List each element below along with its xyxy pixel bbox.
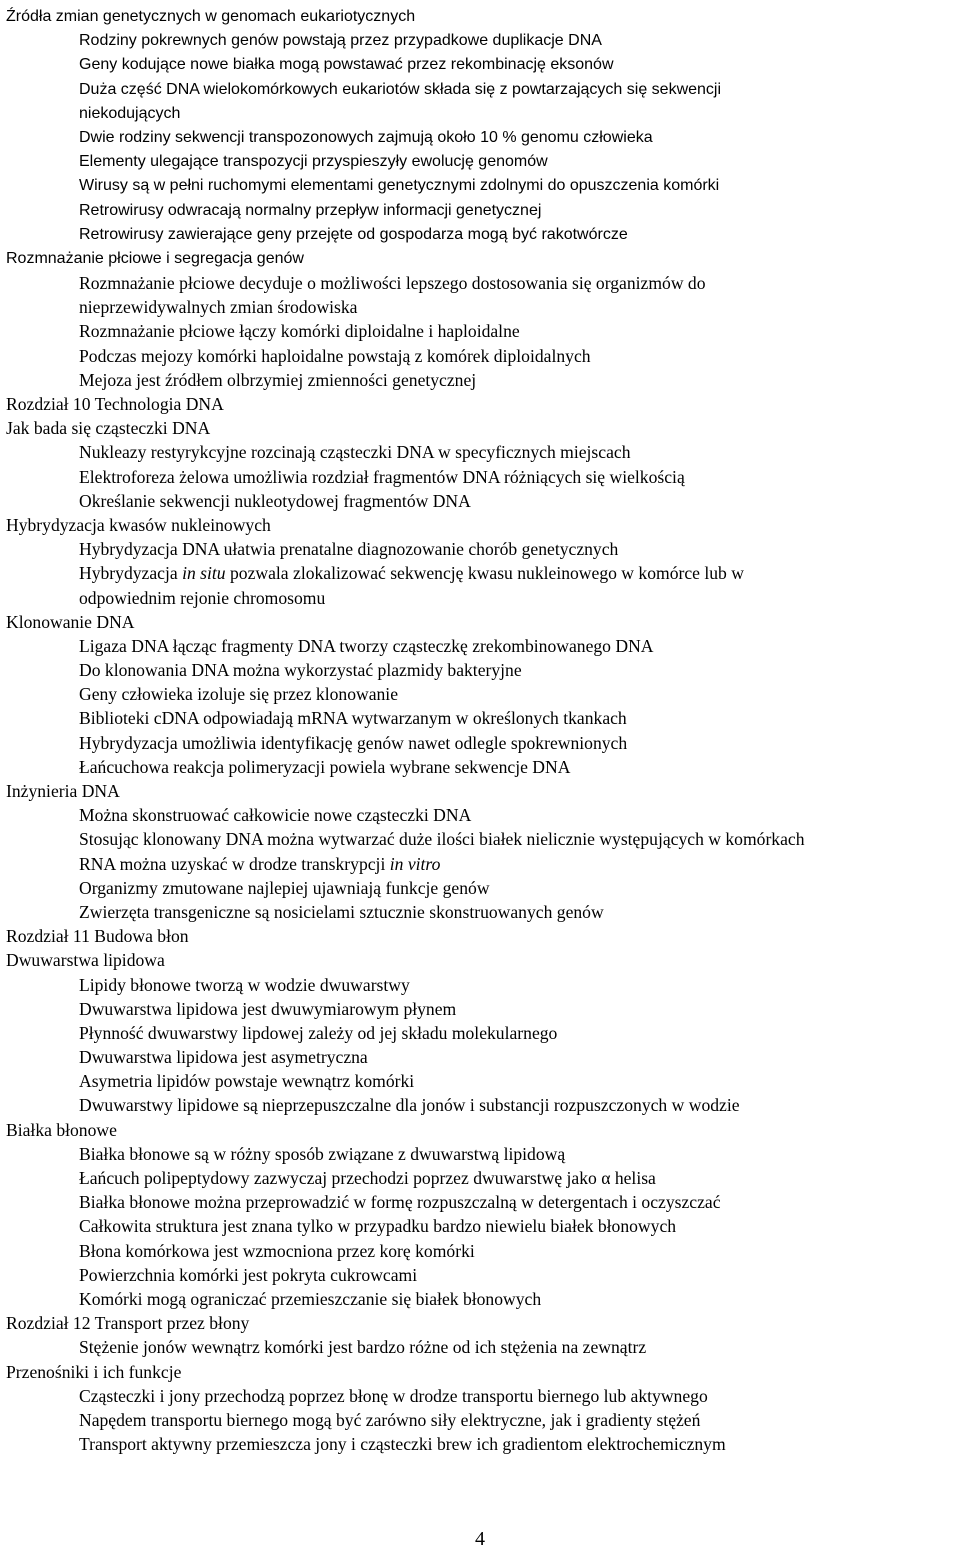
outline-item: Wirusy są w pełni ruchomymi elementami genetycznymi zdolnymi do opuszczenia komórki	[79, 177, 720, 195]
outline-item: Hybrydyzacja DNA ułatwia prenatalne diagnozowanie chorób genetycznych	[79, 539, 619, 560]
outline-item: Komórki mogą ograniczać przemieszczanie się białek błonowych	[79, 1288, 542, 1309]
outline-item: Hybrydyzacja in situ pozwala zlokalizować sekwencję kwasu nukleinowego w komórce lub w	[79, 563, 744, 584]
section-heading: Białka błonowe	[6, 1119, 117, 1140]
outline-item: Białka błonowe są w różny sposób związane z dwuwarstwą lipidową	[79, 1143, 566, 1164]
outline-item: Elementy ulegające transpozycji przyspieszyły ewolucję genomów	[79, 153, 548, 171]
outline-item: Mejoza jest źródłem olbrzymiej zmienności genetycznej	[79, 369, 477, 390]
outline-item: Geny człowieka izoluje się przez klonowanie	[79, 684, 398, 705]
outline-item: Transport aktywny przemieszcza jony i cząsteczki brew ich gradientom elektrochemicznym	[79, 1434, 726, 1455]
section-heading: Klonowanie DNA	[6, 611, 135, 632]
outline-item: Dwie rodziny sekwencji transpozonowych zajmują około 10 % genomu człowieka	[79, 128, 653, 146]
section-heading: Źródła zmian genetycznych w genomach eukariotycznych	[6, 8, 416, 25]
page-number: 4	[475, 1528, 485, 1550]
outline-item: Dwuwarstwa lipidowa jest asymetryczna	[79, 1047, 368, 1068]
outline-item: Napędem transportu biernego mogą być zarówno siły elektryczne, jak i gradienty stężeń	[79, 1409, 701, 1430]
outline-item: Określanie sekwencji nukleotydowej fragmentów DNA	[79, 490, 471, 511]
outline-item: Można skonstruować całkowicie nowe cząsteczki DNA	[79, 805, 472, 826]
outline-item: Błona komórkowa jest wzmocniona przez korę komórki	[79, 1240, 475, 1261]
section-heading: Rozmnażanie płciowe i segregacja genów	[6, 249, 304, 267]
outline-item: Płynność dwuwarstwy lipdowej zależy od jej składu molekularnego	[79, 1022, 558, 1043]
outline-item: Łańcuch polipeptydowy zazwyczaj przechodzi poprzez dwuwarstwę jako α helisa	[79, 1168, 656, 1188]
outline-item: Białka błonowe można przeprowadzić w formę rozpuszczalną w detergentach i oczyszczać	[79, 1192, 721, 1213]
outline-item: Organizmy zmutowane najlepiej ujawniają funkcje genów	[79, 877, 490, 898]
outline-item: Rodziny pokrewnych genów powstają przez przypadkowe duplikacje DNA	[79, 32, 602, 50]
outline-item: Dwuwarstwa lipidowa jest dwuwymiarowym płynem	[79, 998, 457, 1019]
outline-item: Geny kodujące nowe białka mogą powstawać przez rekombinację eksonów	[79, 56, 614, 74]
outline-item: Retrowirusy zawierające geny przejęte od gospodarza mogą być rakotwórcze	[79, 225, 628, 243]
outline-item: Elektroforeza żelowa umożliwia rozdział fragmentów DNA różniących się wielkością	[79, 466, 685, 487]
outline-item: Cząsteczki i jony przechodzą poprzez błonę w drodze transportu biernego lub aktywnego	[79, 1385, 708, 1406]
outline-item: Rozmnażanie płciowe decyduje o możliwości lepszego dostosowania się organizmów do	[79, 273, 706, 294]
section-heading: Jak bada się cząsteczki DNA	[6, 418, 211, 439]
outline-item: Lipidy błonowe tworzą w wodzie dwuwarstwy	[79, 974, 410, 995]
outline-item: Stężenie jonów wewnątrz komórki jest bardzo różne od ich stężenia na zewnątrz	[79, 1337, 647, 1358]
outline-item: Zwierzęta transgeniczne są nosicielami sztucznie skonstruowanych genów	[79, 901, 604, 922]
outline-item: nieprzewidywalnych zmian środowiska	[79, 297, 358, 318]
outline-item: Do klonowania DNA można wykorzystać plazmidy bakteryjne	[79, 660, 522, 681]
outline-item: odpowiednim rejonie chromosomu	[79, 587, 326, 608]
section-heading: Inżynieria DNA	[6, 781, 120, 801]
section-heading: Rozdział 10 Technologia DNA	[6, 394, 224, 414]
section-heading: Przenośniki i ich funkcje	[6, 1361, 182, 1382]
outline-item: Łańcuchowa reakcja polimeryzacji powiela wybrane sekwencje DNA	[79, 756, 571, 777]
outline-item: Hybrydyzacja umożliwia identyfikację genów nawet odlegle spokrewnionych	[79, 732, 628, 753]
section-heading: Rozdział 11 Budowa błon	[6, 926, 189, 947]
outline-item: Retrowirusy odwracają normalny przepływ informacji genetycznej	[79, 201, 542, 219]
outline-item: Ligaza DNA łącząc fragmenty DNA tworzy cząsteczkę zrekombinowanego DNA	[79, 635, 654, 656]
outline-item: Nukleazy restyrykcyjne rozcinają cząsteczki DNA w specyficznych miejscach	[79, 442, 631, 463]
outline-item: Stosując klonowany DNA można wytwarzać duże ilości białek nielicznie występujących w komórkach	[79, 829, 805, 850]
outline-text	[6, 5, 958, 1456]
outline-item: Powierzchnia komórki jest pokryta cukrowcami	[79, 1264, 418, 1285]
outline-item: RNA można uzyskać w drodze transkrypcji in vitro	[79, 853, 441, 874]
outline-item: Biblioteki cDNA odpowiadają mRNA wytwarzanym w określonych tkankach	[79, 708, 627, 729]
outline-item: Asymetria lipidów powstaje wewnątrz komórki	[79, 1071, 415, 1092]
outline-item: Podczas mejozy komórki haploidalne powstają z komórek diploidalnych	[79, 345, 591, 366]
outline-item: niekodujących	[79, 104, 181, 122]
section-heading: Rozdział 12 Transport przez błony	[6, 1313, 250, 1334]
outline-item: Rozmnażanie płciowe łączy komórki diploidalne i haploidalne	[79, 321, 520, 342]
outline-item: Duża część DNA wielokomórkowych eukariotów składa się z powtarzających się sekwencji	[79, 80, 722, 98]
section-heading: Dwuwarstwa lipidowa	[6, 950, 165, 971]
section-heading: Hybrydyzacja kwasów nukleinowych	[6, 514, 271, 535]
outline-item: Całkowita struktura jest znana tylko w przypadku bardzo niewielu białek błonowych	[79, 1216, 677, 1237]
outline-item: Dwuwarstwy lipidowe są nieprzepuszczalne dla jonów i substancji rozpuszczonych w wodzie	[79, 1095, 740, 1116]
